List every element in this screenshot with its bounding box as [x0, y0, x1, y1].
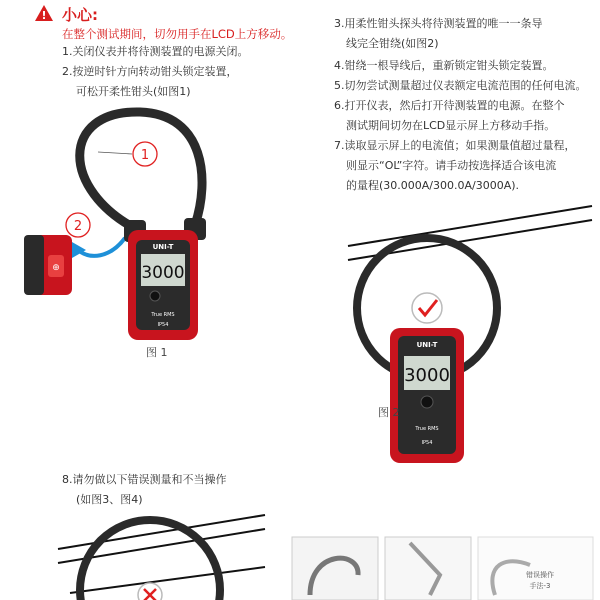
step-7: 7.读取显示屏上的电流值；如果测量值超过量程， [334, 139, 576, 152]
meter-ip: IP54 [157, 322, 169, 328]
callout-1-label: 1 [140, 148, 150, 163]
photo-label-1: 错误操作 [526, 571, 554, 579]
step-7-cont2: 的量程(30.000A/300.0A/3000A). [346, 179, 520, 192]
flexible-coil [80, 112, 202, 230]
step-6: 6.打开仪表，然后打开待测装置的电源。在整个 [334, 99, 565, 112]
figure-2 [330, 198, 600, 468]
caution-subtitle: 在整个测试期间，切勿用手在LCD上方移动。 [62, 27, 293, 41]
figure-1 [20, 90, 240, 350]
figure-4-photos [290, 535, 595, 600]
figure-2-caption: 图 2 [378, 406, 400, 419]
meter-ip-2: IP54 [421, 440, 433, 446]
meter-display: 3000 [141, 263, 185, 283]
cross-icon [138, 583, 162, 600]
photo-label-2: 手法-3 [529, 582, 551, 590]
photo-2 [385, 537, 471, 600]
figure-3 [40, 505, 280, 600]
lock-detail-inset [24, 235, 72, 295]
meter-display-2: 3000 [404, 365, 450, 386]
rotate-arrow-icon [78, 238, 125, 256]
meter-fig2 [390, 328, 464, 463]
step-3: 3.用柔性钳头探头将待测装置的唯一一条导 [334, 17, 543, 30]
figure-1-caption: 图 1 [146, 346, 168, 359]
meter-true-rms-2: True RMS [415, 426, 439, 432]
step-3-cont: 线完全钳绕(如图2) [346, 37, 439, 50]
caution-title: 小心: [62, 6, 98, 24]
meter-true-rms: True RMS [151, 312, 175, 318]
check-icon [412, 293, 442, 323]
step-2: 2.按逆时针方向转动钳头锁定装置， [62, 65, 238, 78]
step-8: 8.请勿做以下错误测量和不当操作 [62, 473, 227, 486]
step-4: 4.钳绕一根导线后，重新锁定钳头锁定装置。 [334, 59, 554, 72]
step-6-cont: 测试期间切勿在LCD显示屏上方移动手指。 [346, 119, 556, 132]
step-8-cont: (如图3、图4) [76, 493, 143, 506]
step-2-cont: 可松开柔性钳头(如图1) [76, 85, 191, 98]
step-1: 1.关闭仪表并将待测装置的电源关闭。 [62, 45, 249, 58]
warning-icon [34, 4, 54, 22]
svg-text:!: ! [41, 9, 47, 22]
meter-brand: UNI-T [152, 243, 174, 251]
meter-brand-2: UNI-T [416, 341, 438, 349]
step-5: 5.切勿尝试测量超过仪表额定电流范围的任何电流。 [334, 79, 587, 92]
callout-2-label: 2 [73, 219, 83, 234]
step-7-cont: 则显示“OL”字符。请手动按选择适合该电流 [346, 159, 557, 172]
meter-fig1 [124, 218, 206, 340]
conductor-line-third [70, 567, 265, 593]
photo-1 [292, 537, 378, 600]
svg-text:⊕: ⊕ [52, 263, 60, 273]
